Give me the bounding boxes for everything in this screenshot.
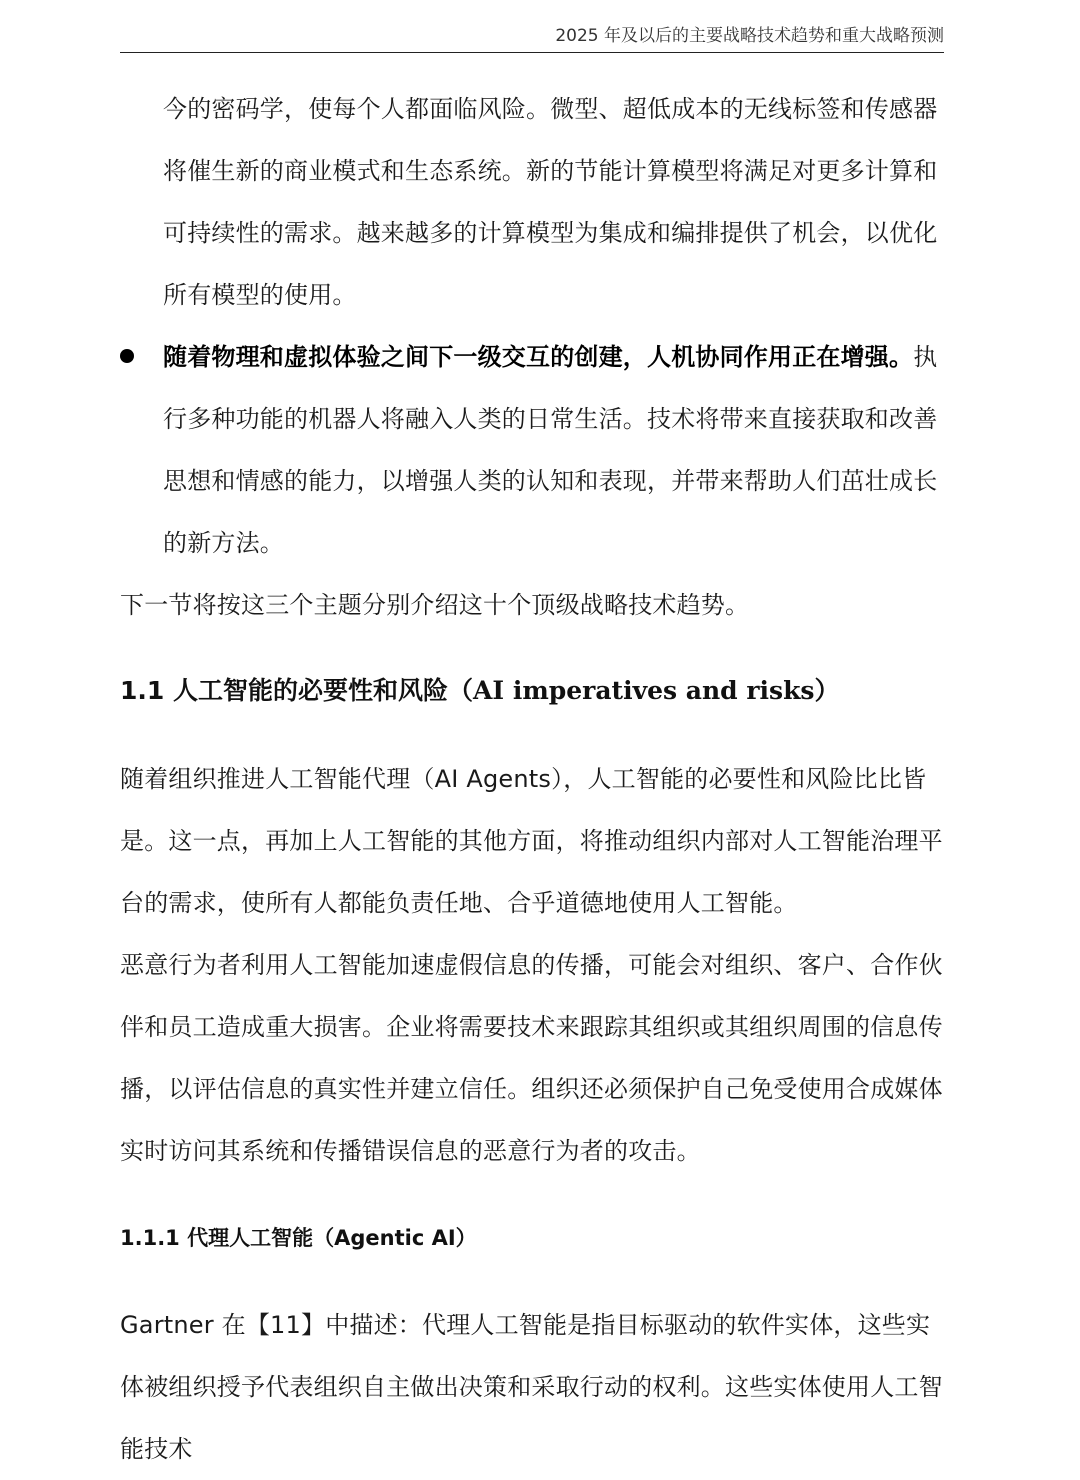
section-1-1-1-paragraph-1: Gartner 在【11】中描述：代理人工智能是指目标驱动的软件实体，这些实体被组织授予代表组织自主做出决策和采取行动的权利。这些实体使用人工智能技术 — [120, 1311, 943, 1463]
running-header — [120, 22, 944, 53]
running-header-title: 2025 年及以后的主要战略技术趋势和重大战略预测 — [555, 26, 944, 46]
section-heading-1-1 — [120, 668, 840, 714]
bullet-list-item — [120, 326, 950, 574]
section-title-close: ） — [814, 676, 840, 705]
bullet-item-body: 执行多种功能的机器人将融入人类的日常生活。技术将带来直接获取和改善思想和情感的能力，以增强人类的认知和表现，并带来帮助人们茁壮成长的新方法。 — [163, 343, 938, 557]
bullet-item-text — [163, 326, 950, 574]
bullet-continuation-text: 今的密码学，使每个人都面临风险。微型、超低成本的无线标签和传感器将催生新的商业模式和生态系统。新的节能计算模型将满足对更多计算和可持续性的需求。越来越多的计算模型为集成和编排提供了机会，以优化所有模型的使用。 — [163, 95, 938, 309]
section-title-en: AI imperatives and risks — [473, 676, 815, 705]
intro-sentence: 下一节将按这三个主题分别介绍这十个顶级战略技术趋势。 — [120, 591, 750, 619]
section-1-1-paragraph-1: 随着组织推进人工智能代理（AI Agents），人工智能的必要性和风险比比皆是。这一点，再加上人工智能的其他方面，将推动组织内部对人工智能治理平台的需求，使所有人都能负责任地、合乎道德地使用人工智能。 — [120, 765, 943, 917]
section-heading-1-1-1: 1.1.1 代理人工智能（Agentic AI） — [120, 1226, 477, 1250]
bullet-item-bold-lead: 随着物理和虚拟体验之间下一级交互的创建，人机协同作用正在增强。 — [163, 343, 914, 371]
section-1-1-paragraph-2: 恶意行为者利用人工智能加速虚假信息的传播，可能会对组织、客户、合作伙伴和员工造成重大损害。企业将需要技术来跟踪其组织或其组织周围的信息传播，以评估信息的真实性并建立信任。组织还必须保护自己免受使用合成媒体实时访问其系统和传播错误信息的恶意行为者的攻击。 — [120, 951, 943, 1165]
bullet-dot-icon — [120, 349, 134, 363]
section-number: 1.1 — [120, 676, 165, 705]
section-title-zh: 人工智能的必要性和风险（ — [173, 676, 474, 705]
